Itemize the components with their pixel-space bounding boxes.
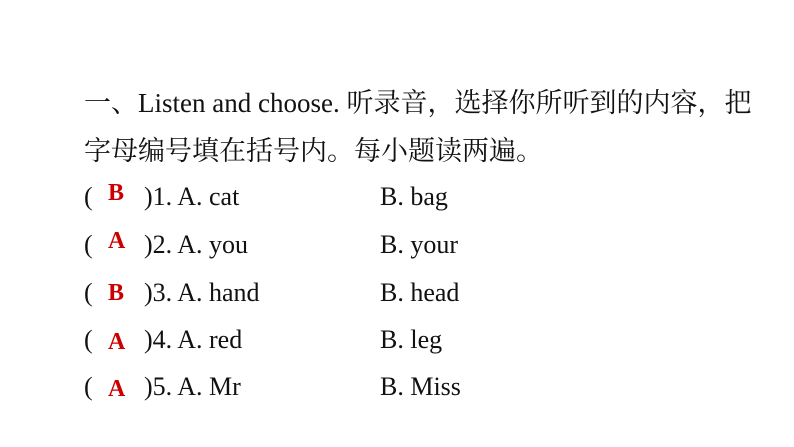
question-5-option-a: )5. A. Mr [144, 372, 241, 401]
open-paren: ( [84, 230, 93, 259]
question-3-option-a: )3. A. hand [144, 278, 260, 307]
question-5-option-b: B. Miss [380, 372, 461, 401]
answer-1: B [108, 180, 125, 206]
answer-2: A [108, 228, 126, 254]
open-paren: ( [84, 182, 93, 211]
instruction-line-1: 一、Listen and choose. 听录音，选择你所听到的内容，把 [84, 88, 752, 118]
open-paren: ( [84, 372, 93, 401]
answer-5: A [108, 376, 126, 402]
answer-3: B [108, 280, 125, 306]
question-3-option-b: B. head [380, 278, 460, 307]
question-2-option-a: )2. A. you [144, 230, 248, 259]
question-1-option-a: )1. A. cat [144, 182, 240, 211]
open-paren: ( [84, 325, 93, 354]
question-2-option-b: B. your [380, 230, 458, 259]
answer-4: A [108, 329, 126, 355]
question-1-option-b: B. bag [380, 182, 448, 211]
question-4-option-a: )4. A. red [144, 325, 243, 354]
question-4-option-b: B. leg [380, 325, 443, 354]
open-paren: ( [84, 278, 93, 307]
instruction-line-2: 字母编号填在括号内。每小题读两遍。 [84, 136, 543, 166]
